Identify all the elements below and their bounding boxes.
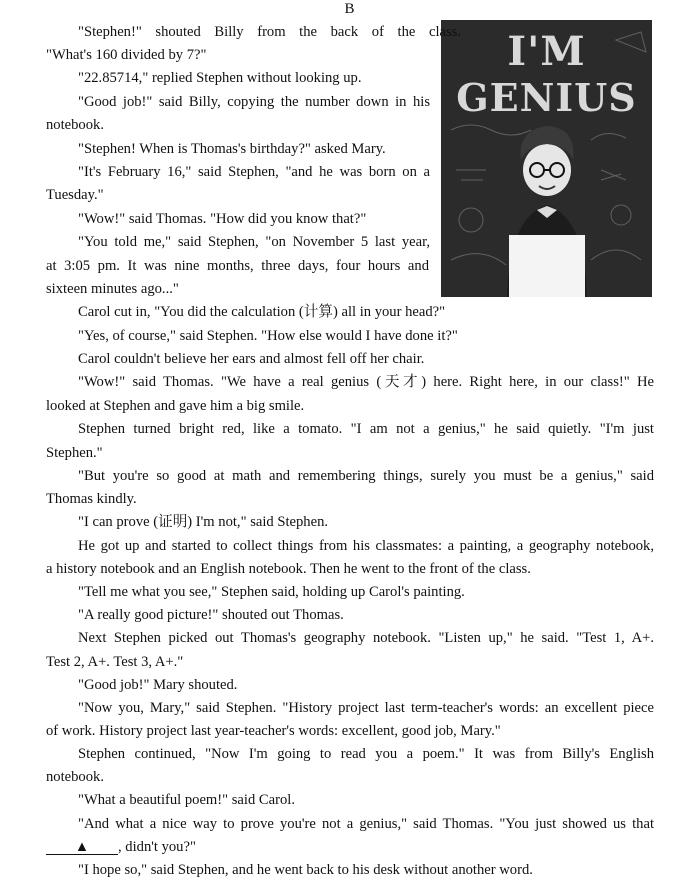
text-line: "You told me," said Stephen, "on November 5 last year, <box>78 234 430 250</box>
text-line: Stephen turned bright red, like a tomato. "I am not a genius," he said quietly. "I'm just <box>78 421 654 437</box>
text-line: "22.85714," replied Stephen without looking up. <box>78 70 362 86</box>
text-line: "Stephen!" shouted Billy from the back of the class. <box>78 24 461 40</box>
text-line: He got up and started to collect things from his classmates: a painting, a geography notebook, <box>78 538 654 554</box>
text-line: "Tell me what you see," Stephen said, holding up Carol's painting. <box>78 584 465 600</box>
text-line: "What's 160 divided by 7?" <box>46 47 207 63</box>
text-line: "Yes, of course," said Stephen. "How else would I have done it?" <box>78 328 458 344</box>
text-line: Stephen." <box>46 445 103 461</box>
text-line: of work. History project last year-teacher's words: excellent, good job, Mary." <box>46 723 501 739</box>
text-line: Thomas kindly. <box>46 491 137 507</box>
text-line: "But you're so good at math and remembering things, surely you must be a genius," said <box>78 468 654 484</box>
text-line: notebook. <box>46 117 104 133</box>
text-line: "I can prove (证明) I'm not," said Stephen. <box>78 514 329 530</box>
text-line: "Now you, Mary," said Stephen. "History project last term-teacher's words: an excellent piece <box>78 700 654 716</box>
text-line-with-blank <box>46 837 196 857</box>
text-line: "I hope so," said Stephen, and he went back to his desk without another word. <box>78 862 533 878</box>
text-line: "Good job!" Mary shouted. <box>78 677 238 693</box>
text-line: "Stephen! When is Thomas's birthday?" asked Mary. <box>78 141 386 157</box>
text-line: "Good job!" said Billy, copying the number down in his <box>78 94 430 110</box>
text-line: a history notebook and an English notebook. Then he went to the front of the class. <box>46 561 531 577</box>
text-line: sixteen minutes ago..." <box>46 281 179 297</box>
text-line: looked at Stephen and gave him a big smile. <box>46 398 305 414</box>
text-line: Carol cut in, "You did the calculation (计算) all in your head?" <box>78 304 446 320</box>
genius-illustration <box>441 20 652 297</box>
answer-blank: ▲ <box>46 840 118 855</box>
text-line: Carol couldn't believe her ears and almost fell off her chair. <box>78 351 425 367</box>
text-line: "It's February 16," said Stephen, "and he was born on a <box>78 164 430 180</box>
text-line: Tuesday." <box>46 187 104 203</box>
text-line: "A really good picture!" shouted out Thomas. <box>78 607 344 623</box>
text-line: Stephen continued, "Now I'm going to read you a poem." It was from Billy's English <box>78 746 654 762</box>
text-line: , didn't you?" <box>118 839 196 855</box>
figure-title-bottom: GENIUS <box>456 75 637 120</box>
text-line: Next Stephen picked out Thomas's geography notebook. "Listen up," he said. "Test 1, A+. <box>78 630 654 646</box>
section-label: B <box>344 1 355 17</box>
text-line: "Wow!" said Thomas. "How did you know that?" <box>78 211 367 227</box>
text-line: "What a beautiful poem!" said Carol. <box>78 792 295 808</box>
text-line: "And what a nice way to prove you're not a genius," said Thomas. "You just showed us that <box>78 816 654 832</box>
figure-title-top: I'M <box>507 28 586 75</box>
text-line: "Wow!" said Thomas. "We have a real genius (天才) here. Right here, in our class!" He <box>78 374 654 390</box>
text-line: notebook. <box>46 769 104 785</box>
text-line: at 3:05 pm. It was nine months, three days, four hours and <box>46 258 429 274</box>
text-line: Test 2, A+. Test 3, A+." <box>46 654 184 670</box>
